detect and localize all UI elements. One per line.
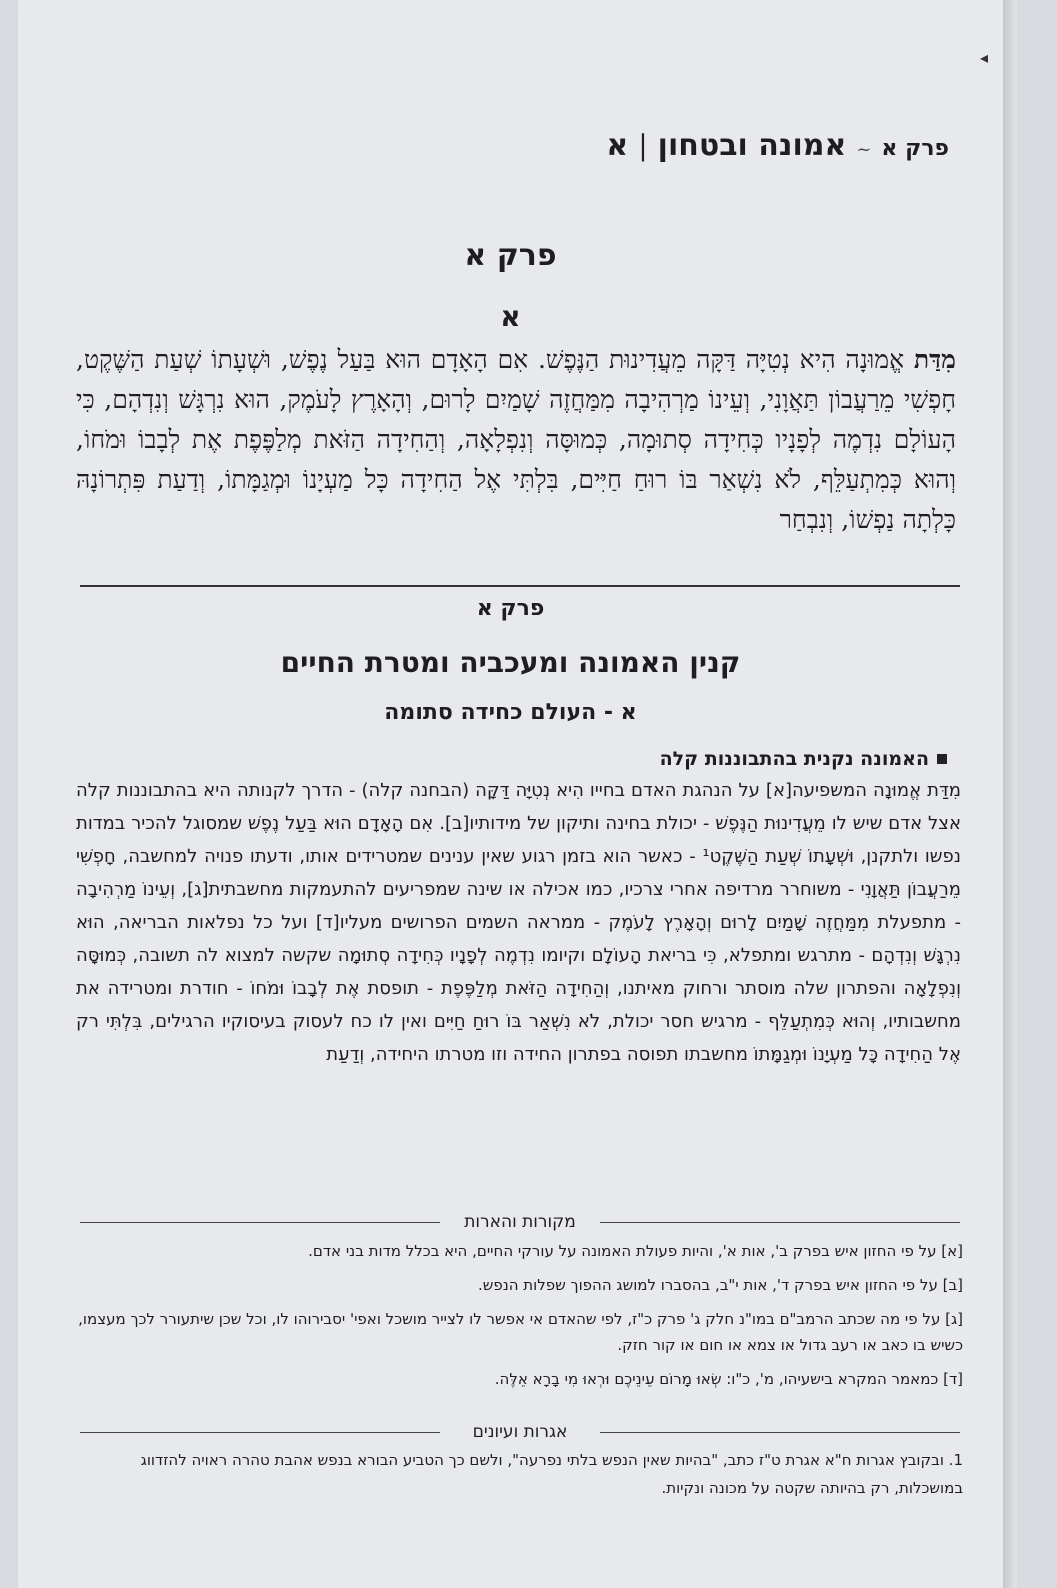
letters-divider	[80, 1422, 960, 1444]
lower-chapter-heading: פרק א	[476, 596, 545, 621]
letters-text: 1. ובקובץ אגרות ח"א אגרת ט"ז כתב, "בהיות שאין הנפש בלתי נפרעה", ולשם כך הטביע הבורא בנפש אהבת טהרה ראויה להזדווג במושכלות, רק בהיותה שקטה על מכונה ונקיות.	[140, 1451, 963, 1497]
footnote: [א] על פי החזון איש בפרק ב', אות א', והיות פעולת האמונה על עורקי החיים, היא בכלל מדות בני אדם.	[308, 1242, 963, 1260]
upper-section-letter: א	[500, 300, 521, 333]
subheading-text: האמונה נקנית בהתבוננות קלה	[659, 748, 929, 770]
letters-label: אגרות ועיונים	[472, 1422, 568, 1442]
chapter-title: קנין האמונה ומעכביה ומטרת החיים	[280, 646, 741, 679]
corner-arrow-icon: ◂	[980, 48, 989, 67]
footnote: [ד] כמאמר המקרא בישעיהו, מ', כ"ו: שְׂאוּ מָרוֹם עֵינֵיכֶם וּרְאוּ מִי בָרָא אֵלֶּה.	[494, 1370, 963, 1388]
sources-divider	[80, 1212, 960, 1234]
running-header	[606, 128, 949, 163]
footnote: [ב] על פי החזון איש בפרק ד', אות י"ב, בהסברו למושג ההפוך שפלות הנפש.	[477, 1276, 963, 1294]
footnotes	[78, 1238, 963, 1400]
sources-label: מקורות והארות	[464, 1212, 576, 1232]
subheading	[660, 748, 947, 770]
source-body: אֱמוּנָה הִיא נְטִיָּה דַּקָּה מֵעֲדִינוּת הַנֶּפֶשׁ. אִם הָאָדָם הוּא בַּעַל נֶפֶשׁ, וּשְׁעָתוֹ שְׁעַת הַשֶּׁקֶט, חָפְשִׁי מֵרַעֲבוֹן תַּאֲוָנִי, וְעֵינוֹ מַרְהִיבָה מִמַּחֲזֶה שָׁמַיִם לָרוּם, וְהָאָרֶץ לָעֹמֶק, הוּא נִרְגָּשׁ וְנִדְהָם, כִּי הָעוֹלָם נִדְמֶה לְפָנָיו כְּחִידָה סְתוּמָה, כְּמוּסָּה וְנִפְלָאָה, וְהַחִידָה הַזֹּאת מְלַפֶּפֶת אֶת לְבָבוֹ וּמֹחוֹ, וְהוּא כְּמִתְעַלֵּף, לֹא נִשְׁאַר בּוֹ רוּחַ חַיִּים, בִּלְתִּי אֶל הַחִידָה כָּל מַעְיָנוֹ וּמְגַמָּתוֹ, וְדַעַת פִּתְרוֹנָהּ כָּלְתָה נַפְשׁוֹ, וְנִבְחַר	[76, 345, 956, 534]
square-bullet-icon	[937, 754, 947, 764]
header-chapter-num: א	[606, 128, 629, 163]
page-spine	[1003, 0, 1017, 1588]
upper-chapter-heading: פרק א	[464, 238, 557, 273]
ornament-icon: ~	[856, 139, 872, 160]
book-page	[18, 0, 1003, 1588]
section-heading: א - העולם כחידה סתומה	[384, 700, 637, 725]
header-book-title: אמונה ובטחון	[657, 128, 847, 163]
source-text	[76, 340, 956, 540]
divider	[80, 585, 960, 587]
lead-word: מִדַּת	[913, 345, 956, 374]
header-chapter-label: פרק א	[881, 136, 949, 161]
header-separator: |	[638, 129, 648, 162]
footnote: [ג] על פי מה שכתב הרמב"ם במו"נ חלק ג' פרק כ"ז, לפי שהאדם אי אפשר לו לצייר מושכל ואפי' יסבירוהו לו, וכל שכן שיתעורר לכך מעצמו, כשיש בו כאב או רעב גדול או צמא או חום או קור חזק.	[78, 1310, 963, 1354]
commentary-text: מִדַּת אֱמוּנָה המשפיעה[א] על הנהגת האדם בחייו הִיא נְטִיָּה דַּקָּה (הבחנה קלה) - הדרך לקנותה היא בהתבוננות קלה אצל אדם שיש לו מֵעֲדִינוּת הַנֶּפֶשׁ - יכולת בחינה ותיקון של מידותיו[ב]. אִם הָאָדָם הוּא בַּעַל נֶפֶשׁ שמסוגל להכיר במדות נפשו ולתקנן, וּשְׁעָתוֹ שְׁעַת הַשֶּׁקֶט¹ - כאשר הוא בזמן רגוע שאין ענינים שמטרידים אותו, ודעתו פנויה למחשבה, חָפְשִׁי מֵרַעֲבוֹן תַּאֲוָנִי - משוחרר מרדיפה אחרי צרכיו, כמו אכילה או שינה שמפריעים להתעמקות מחשבתית[ג], וְעֵינוֹ מַרְהִיבָה - מתפעלת מִמַּחֲזֶה שָׁמַיִם לָרוּם וְהָאָרֶץ לָעֹמֶק - ממראה השמים הפרושים מעליו[ד] ועל כל נפלאות הבריאה, הוּא נִרְגָּשׁ וְנִדְהָם - מתרגש ומתפלא, כִּי בריאת הָעוֹלָם וקיומו נִדְמֶה לְפָנָיו כְּחִידָה סְתוּמָה שקשה למצוא לה תשובה, כְּמוּסָּה וְנִפְלָאָה והפתרון שלה מוסתר ורחוק מאיתנו, וְהַחִידָה הַזֹּאת מְלַפֶּפֶת - תופסת אֶת לְבָבוֹ וּמֹחוֹ - חודרת ומטרידה את מחשבותיו, וְהוּא כְּמִתְעַלֵּף - מרגיש חסר יכולת, לֹא נִשְׁאַר בּוֹ רוּחַ חַיִּים ואין לו כח לעסוק בעיסוקיו הרגילים, בִּלְתִּי רק אֶל הַחִידָה כָּל מַעְיָנוֹ וּמְגַמָּתוֹ מחשבתו תפוסה בפתרון החידה וזו מטרתו היחידה, וְדַעַת	[76, 780, 961, 1065]
